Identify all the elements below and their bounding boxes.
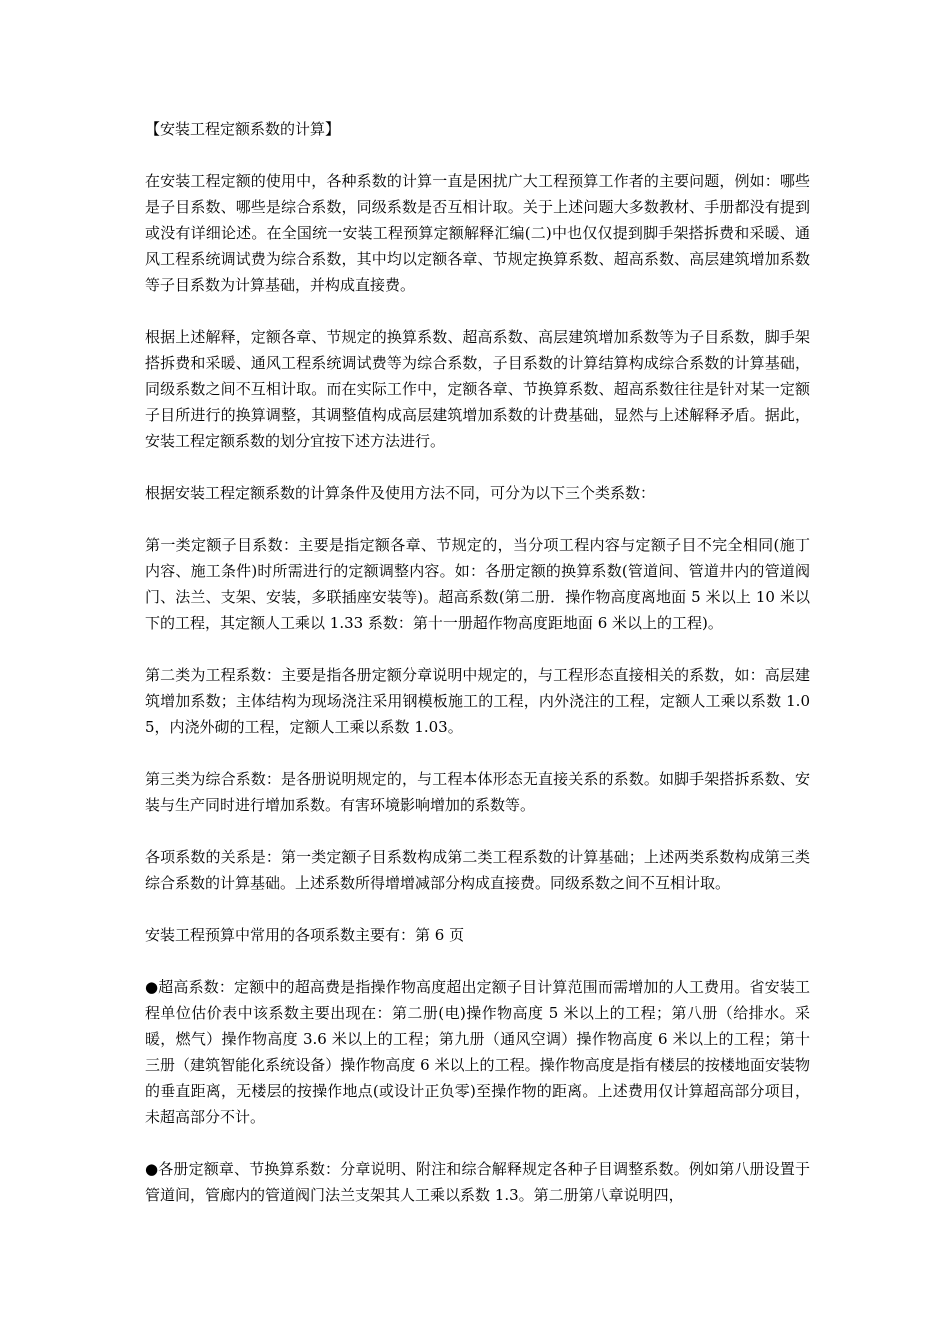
paragraph-height-coefficient: ●超高系数：定额中的超高费是指操作物高度超出定额子目计算范围而需增加的人工费用。省安装工程单位估价表中该系数主要出现在：第二册(电)操作物高度 5 米以上的工程；第八册（给排水。采暖，燃气）操作物高度 3.6 米以上的工程；第九册（通风空调）操作物高度 6 米以上的工程；第十三册（建筑智能化系统设备）操作物高度 6 米以上的工程。操作物高度是指有楼层的按楼地面安装物的垂直距离，无楼层的按操作地点(或设计正负零)至操作物的距离。上述费用仅计算超高部分项目，未超高部分不计。	[145, 978, 810, 1126]
paragraph-explanation: 根据上述解释，定额各章、节规定的换算系数、超高系数、高层建筑增加系数等为子目系数，脚手架搭拆费和采暖、通风工程系统调试费等为综合系数，子目系数的计算结算构成综合系数的计算基础，同级系数之间不互相计取。而在实际工作中，定额各章、节换算系数、超高系数往往是针对某一定额子目所进行的换算调整，其调整值构成高层建筑增加系数的计费基础，显然与上述解释矛盾。据此，安装工程定额系数的划分宜按下述方法进行。	[145, 328, 810, 450]
document-page	[145, 116, 810, 1234]
paragraph-class-two: 第二类为工程系数：主要是指各册定额分章说明中规定的，与工程形态直接相关的系数，如：高层建筑增加系数；主体结构为现场浇注采用钢模板施工的工程，内外浇注的工程，定额人工乘以系数 1.05，内浇外砌的工程，定额人工乘以系数 1.03。	[145, 666, 810, 736]
paragraph-class-three: 第三类为综合系数：是各册说明规定的，与工程本体形态无直接关系的系数。如脚手架搭拆系数、安装与生产同时进行增加系数。有害环境影响增加的系数等。	[145, 770, 810, 814]
paragraph-classification: 根据安装工程定额系数的计算条件及使用方法不同，可分为以下三个类系数：	[145, 484, 656, 502]
paragraph-class-one: 第一类定额子目系数：主要是指定额各章、节规定的，当分项工程内容与定额子目不完全相同(施丁内容、施工条件)时所需进行的定额调整内容。如：各册定额的换算系数(管道间、管道井内的管道阀门、法兰、支架、安装，多联插座安装等)。超高系数(第二册．操作物高度离地面 5 米以上 10 米以下的工程，其定额人工乘以 1.33 系数：第十一册超作物高度距地面 6 米以上的工程)。	[145, 536, 810, 632]
paragraph-relationship: 各项系数的关系是：第一类定额子目系数构成第二类工程系数的计算基础；上述两类系数构成第三类综合系数的计算基础。上述系数所得增增减部分构成直接费。同级系数之间不互相计取。	[145, 848, 810, 892]
paragraph-intro: 在安装工程定额的使用中，各种系数的计算一直是困扰广大工程预算工作者的主要问题，例如：哪些是子目系数、哪些是综合系数，同级系数是否互相计取。关于上述问题大多数教材、手册都没有提到或没有详细论述。在全国统一安装工程预算定额解释汇编(二)中也仅仅提到脚手架搭拆费和采暖、通风工程系统调试费为综合系数，其中均以定额各章、节规定换算系数、超高系数、高层建筑增加系数等子目系数为计算基础，并构成直接费。	[145, 172, 810, 294]
paragraph-common-coefficients: 安装工程预算中常用的各项系数主要有：第 6 页	[145, 926, 465, 944]
paragraph-conversion-coefficient: ●各册定额章、节换算系数：分章说明、附注和综合解释规定各种子目调整系数。例如第八册设置于管道间，管廊内的管道阀门法兰支架其人工乘以系数 1.3。第二册第八章说明四，	[145, 1160, 810, 1204]
document-title: 【安装工程定额系数的计算】	[145, 120, 341, 138]
